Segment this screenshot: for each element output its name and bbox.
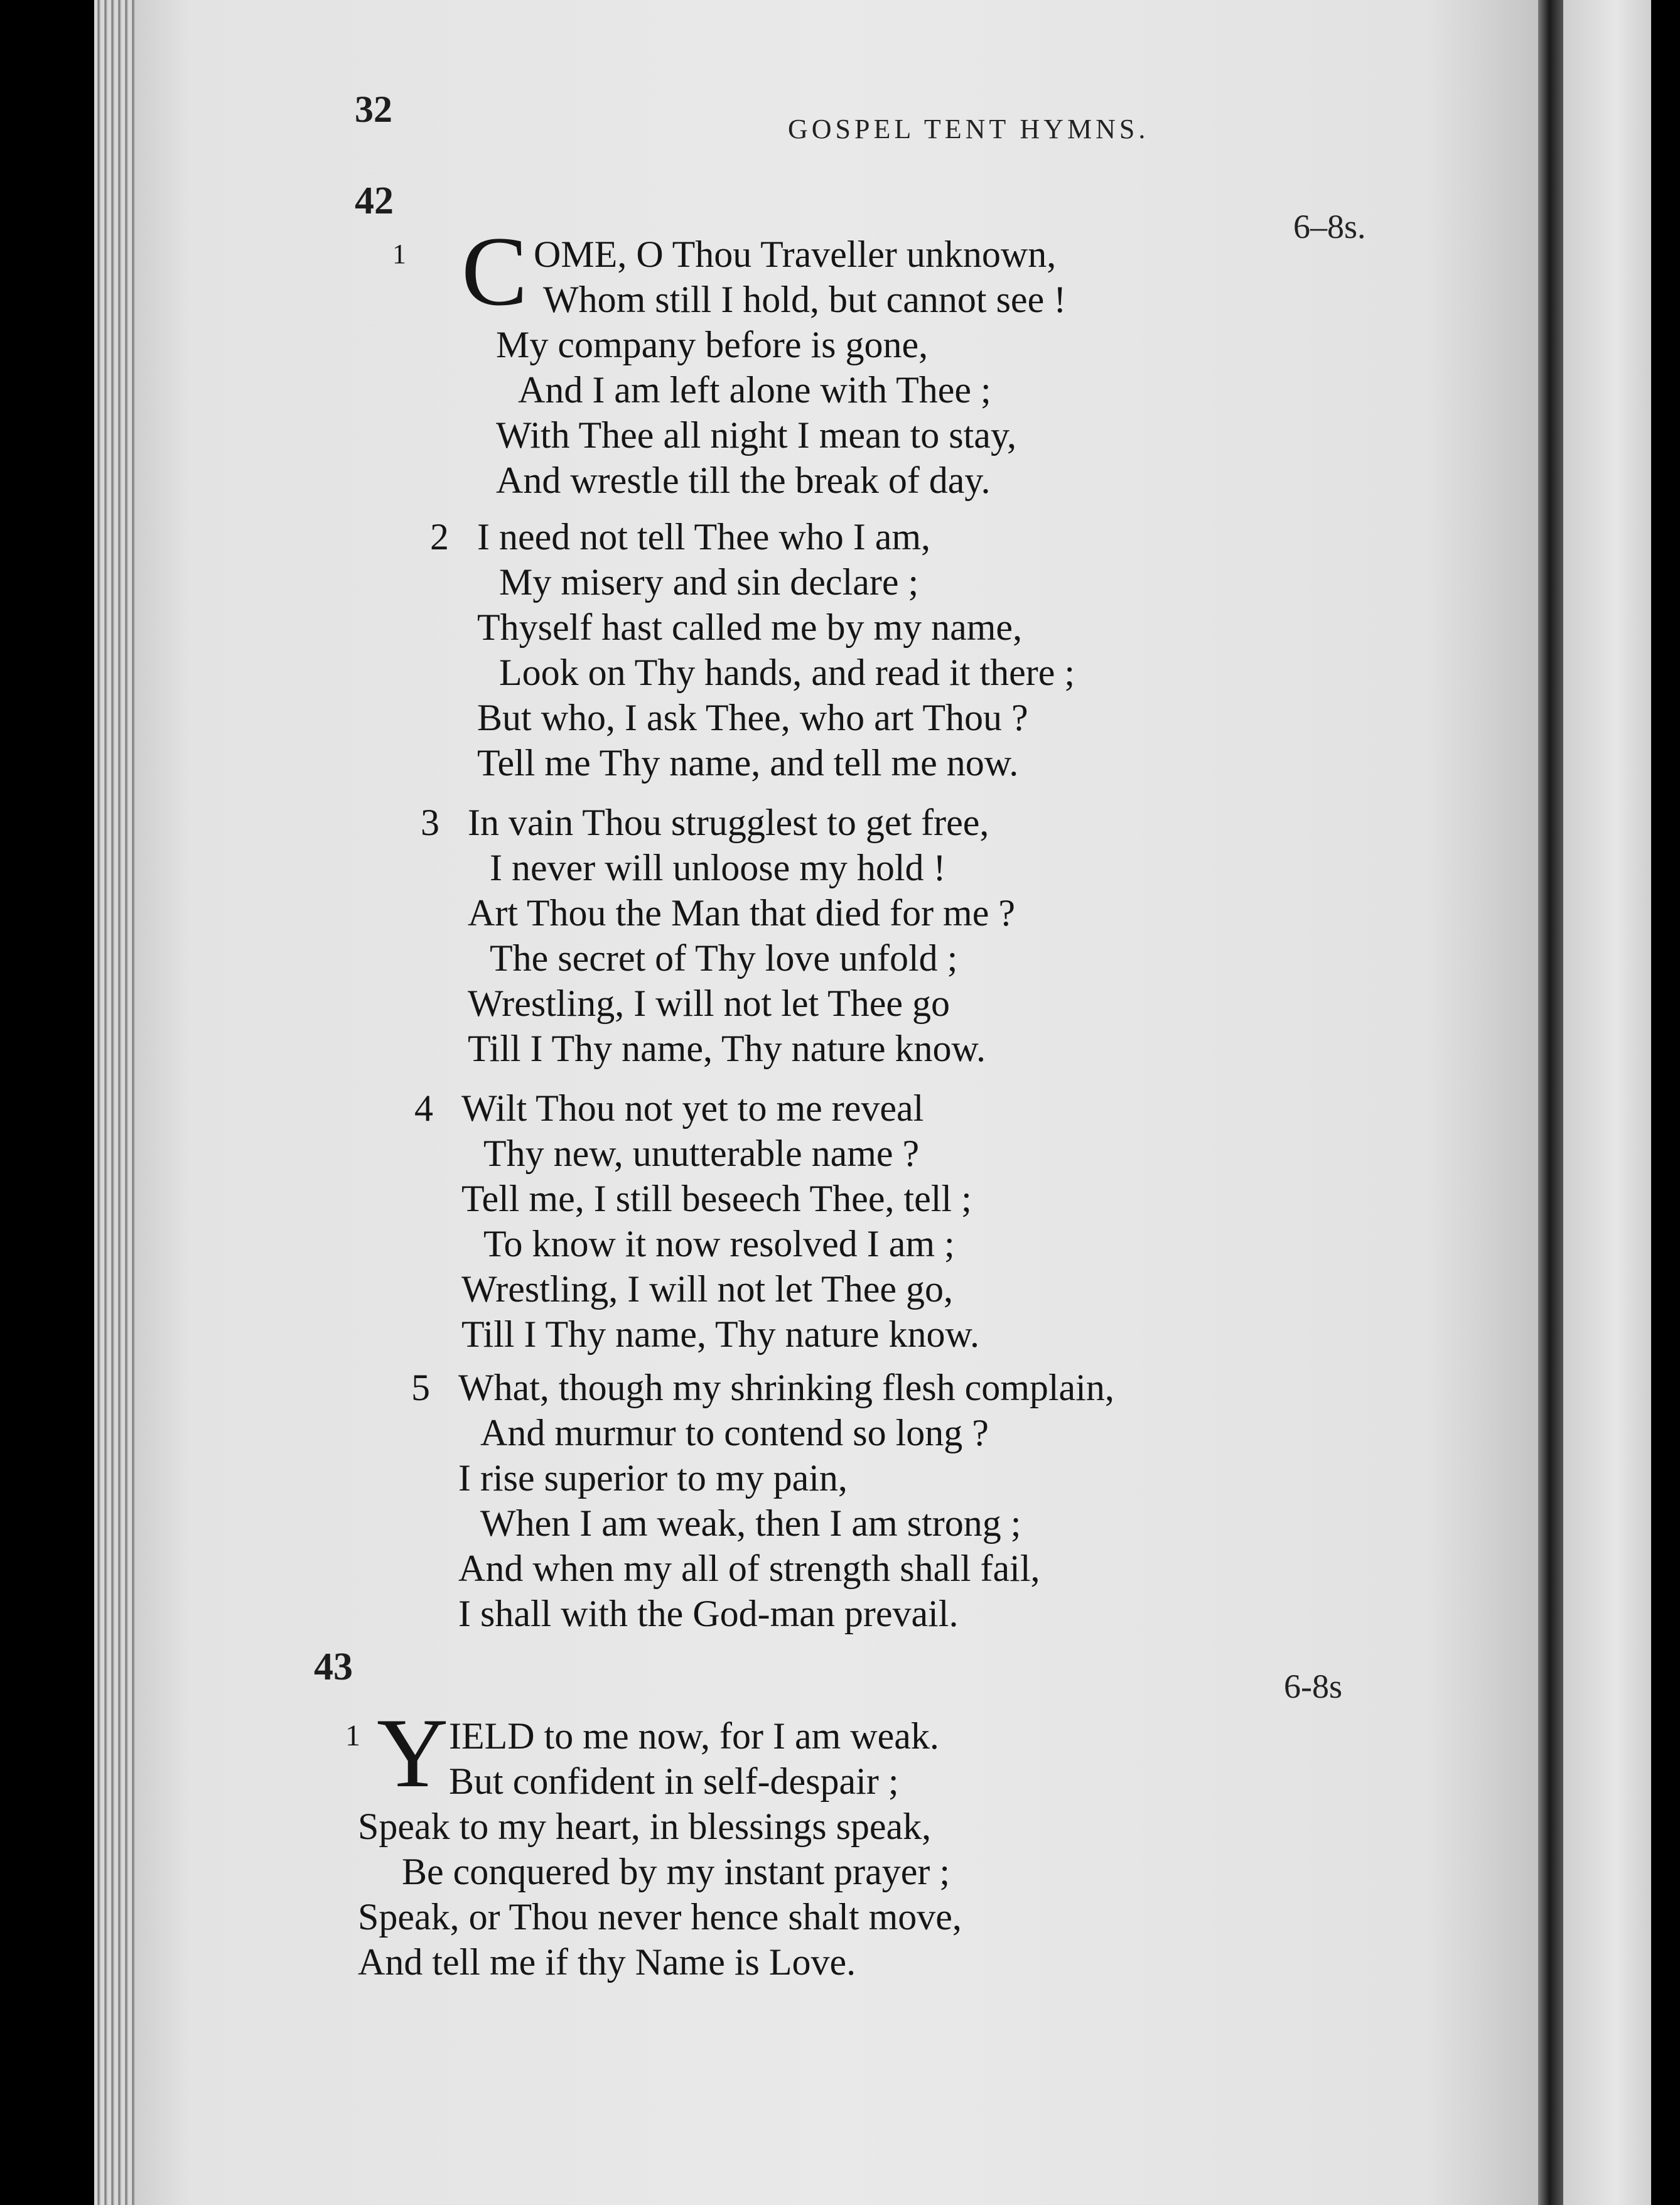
hymn-42-verse-3 [421,801,1015,1072]
verse-line: Wilt Thou not yet to me reveal [461,1087,924,1129]
verse-number: 1 [392,239,406,269]
verse-line: Tell me Thy name, and tell me now. [477,742,1019,784]
verse-line: But who, I ask Thee, who art Thou ? [477,697,1028,738]
verse-line: I rise superior to my pain, [458,1457,848,1499]
verse-line: Thyself hast called me by my name, [477,607,1023,648]
verse-line: Look on Thy hands, and read it there ; [499,652,1075,693]
verse-line: I need not tell Thee who I am, [477,516,930,558]
verse-line: Whom still I hold, but cannot see ! [543,279,1067,320]
book-gutter [1538,0,1563,2205]
verse-number: 4 [414,1087,433,1129]
verse-line: And tell me if thy Name is Love. [358,1941,856,1983]
drop-cap: Y [377,1698,449,1808]
verse-line: OME, O Thou Traveller unknown, [534,234,1057,275]
verse-line: Tell me, I still beseech Thee, tell ; [461,1178,972,1219]
hymn-number: 42 [355,180,394,222]
verse-line: I shall with the God-man prevail. [458,1593,959,1634]
hymn-meter: 6-8s [1284,1668,1342,1705]
book-page [135,0,1538,2205]
verse-line: Be conquered by my instant prayer ; [402,1851,950,1892]
verse-number: 3 [421,802,439,843]
hymn-42-verse-4 [414,1086,979,1357]
verse-line: With Thee all night I mean to stay, [496,414,1017,456]
verse-line: To know it now resolved I am ; [483,1223,955,1264]
verse-number: 1 [345,1719,360,1752]
verse-line: But confident in self-despair ; [449,1760,899,1802]
facing-page-edge [1563,0,1651,2205]
verse-line: And murmur to contend so long ? [480,1412,989,1453]
verse-line: Wrestling, I will not let Thee go, [461,1268,953,1310]
hymn-meter: 6–8s. [1293,208,1366,245]
verse-line: I never will unloose my hold ! [490,847,946,888]
verse-number: 2 [430,516,449,558]
verse-line: And when my all of strength shall fail, [458,1548,1040,1589]
verse-line: IELD to me now, for I am weak. [449,1715,939,1757]
verse-line: Till I Thy name, Thy nature know. [468,1028,986,1069]
verse-line: In vain Thou strugglest to get free, [468,802,989,843]
verse-line: Till I Thy name, Thy nature know. [461,1313,979,1355]
verse [392,217,1067,504]
verse-line: Art Thou the Man that died for me ? [468,892,1015,934]
hymn-43 [345,1698,962,1985]
hymn-42 [392,217,1067,504]
page-edges [94,0,138,2205]
verse-line: Wrestling, I will not let Thee go [468,983,950,1024]
running-header: GOSPEL TENT HYMNS. [788,114,1150,144]
page-number: 32 [355,89,392,130]
verse-line: My company before is gone, [496,324,929,365]
verse-line: Thy new, unutterable name ? [483,1133,920,1174]
verse-line: When I am weak, then I am strong ; [480,1502,1021,1544]
verse-line: The secret of Thy love unfold ; [490,937,958,979]
verse-line: Speak, or Thou never hence shalt move, [358,1896,962,1938]
hymn-42-verse-5 [411,1366,1114,1637]
hymn-42-verse-2 [430,515,1075,786]
verse-line: And wrestle till the break of day. [496,460,991,501]
verse-line: And I am left alone with Thee ; [518,369,991,411]
verse-line: My misery and sin declare ; [499,561,919,603]
verse-line: What, though my shrinking flesh complain, [458,1367,1114,1408]
hymn-number: 43 [314,1646,353,1688]
verse-line: Speak to my heart, in blessings speak, [358,1806,932,1847]
drop-cap: C [461,217,528,326]
verse-number: 5 [411,1367,430,1408]
